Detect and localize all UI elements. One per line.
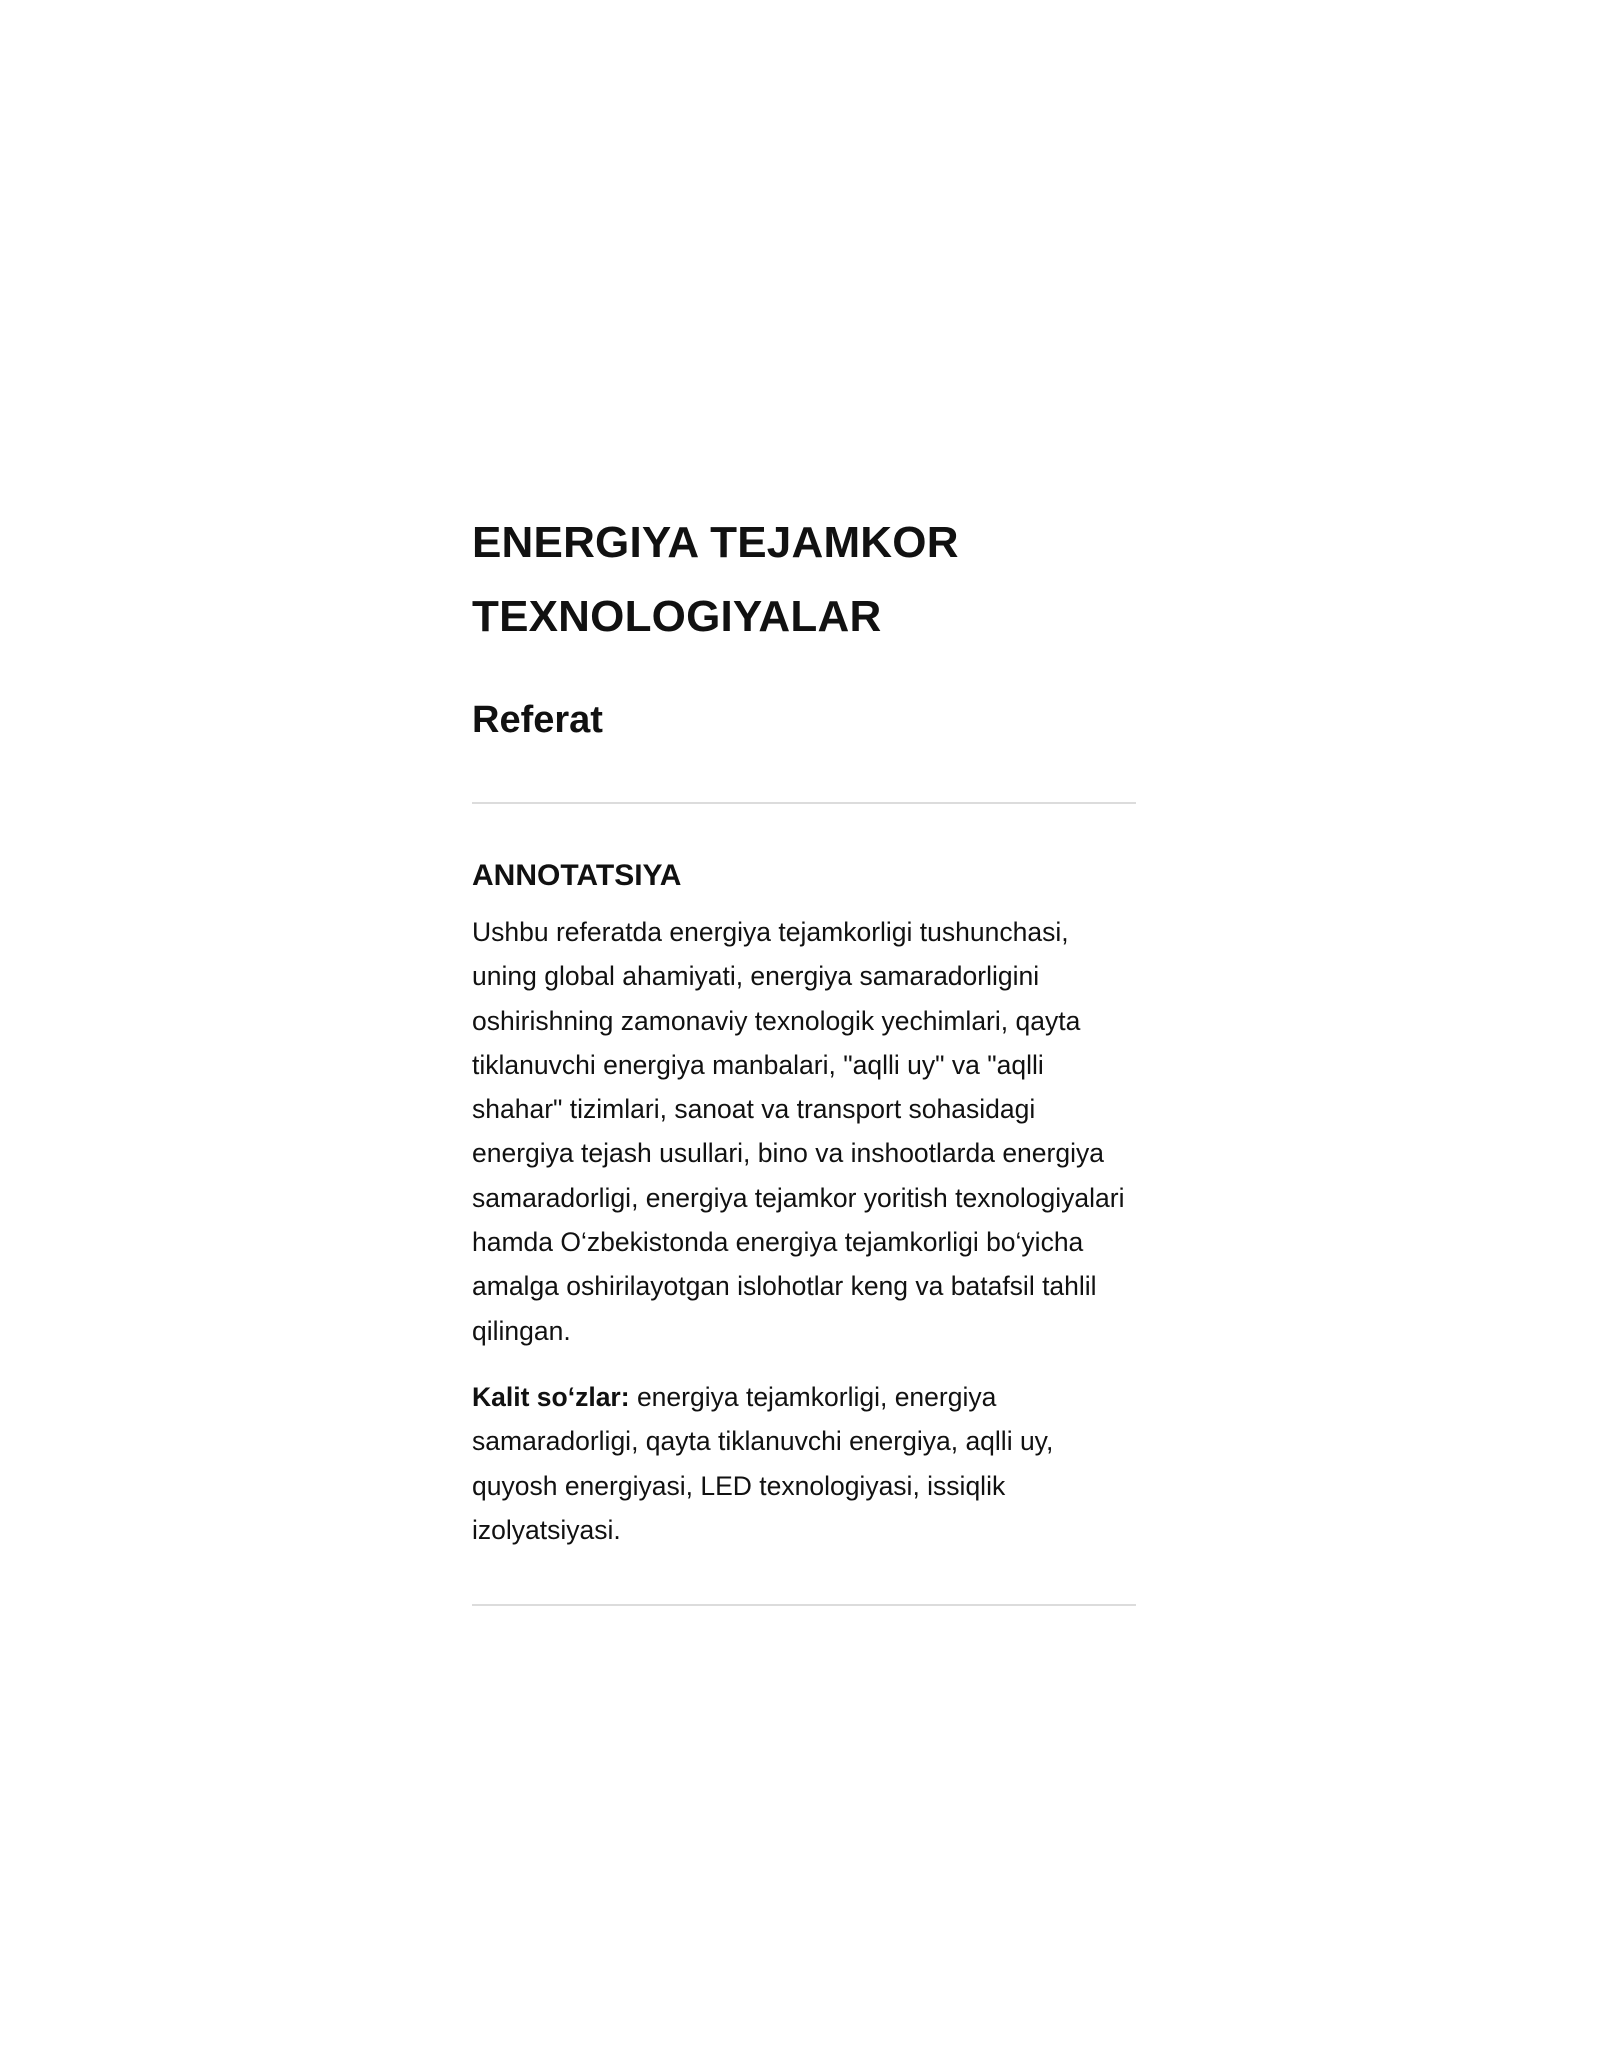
document-page: [472, 506, 1136, 1606]
document-title: [472, 506, 1136, 654]
document-subtitle: Referat: [472, 699, 603, 741]
bottom-divider: [472, 1604, 1136, 1606]
keywords-paragraph: [472, 1375, 1136, 1552]
top-divider: [472, 802, 1136, 804]
keywords-text: energiya tejamkorligi, energiya samaradorligi, qayta tiklanuvchi energiya, aqlli uy, quyosh energiyasi, LED texnologiyasi, issiqlik izolyatsiyasi.: [472, 1381, 1054, 1545]
keywords-label: Kalit so‘zlar:: [472, 1381, 630, 1412]
title-line-2: TEXNOLOGIYALAR: [472, 592, 882, 641]
title-line-1: ENERGIYA TEJAMKOR: [472, 518, 959, 567]
annotation-section: [472, 854, 1136, 1552]
annotation-heading: ANNOTATSIYA: [472, 859, 682, 892]
annotation-text: Ushbu referatda energiya tejamkorligi tushunchasi, uning global ahamiyati, energiya samaradorligini oshirishning zamonaviy texnologik yechimlari, qayta tiklanuvchi energiya manbalari, "aqlli uy" va "aqlli shahar" tizimlari, sanoat va transport sohasidagi energiya tejash usullari, bino va inshootlarda energiya samaradorligi, energiya tejamkor yoritish texnologiyalari hamda O‘zbekistonda energiya tejamkorligi bo‘yicha amalga oshirilayotgan islohotlar keng va batafsil tahlil qilingan.: [472, 917, 1125, 1346]
